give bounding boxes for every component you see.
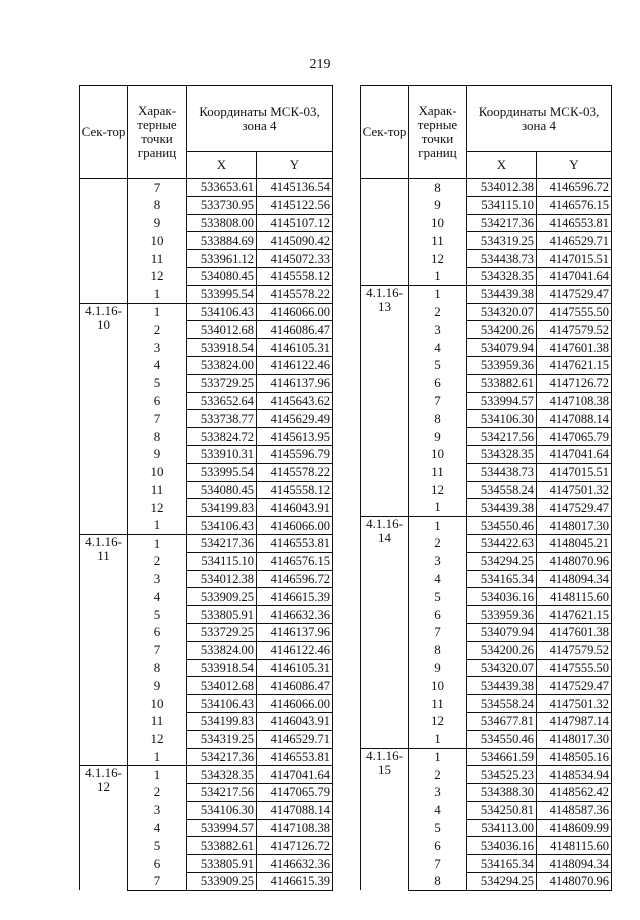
x-coordinate: 534106.43 — [187, 303, 257, 321]
y-coordinate: 4145578.22 — [257, 285, 333, 303]
x-coordinate: 533729.25 — [187, 623, 257, 641]
y-coordinate: 4145558.12 — [257, 267, 333, 285]
point-number: 7 — [128, 873, 187, 891]
point-number: 3 — [128, 339, 187, 357]
header-y: Y — [537, 152, 612, 179]
point-number: 11 — [409, 463, 467, 481]
point-number: 3 — [128, 801, 187, 819]
x-coordinate: 534438.73 — [467, 463, 537, 481]
point-number: 5 — [128, 374, 187, 392]
x-coordinate: 533961.12 — [187, 250, 257, 268]
point-number: 8 — [409, 179, 467, 197]
point-number: 12 — [409, 250, 467, 268]
header-coordinates: Координаты МСК-03, зона 4 — [467, 86, 612, 152]
y-coordinate: 4147987.14 — [537, 712, 612, 730]
x-coordinate: 534165.34 — [467, 855, 537, 873]
point-number: 6 — [128, 392, 187, 410]
y-coordinate: 4148094.34 — [537, 570, 612, 588]
y-coordinate: 4148115.60 — [537, 837, 612, 855]
point-number: 9 — [128, 445, 187, 463]
y-coordinate: 4145107.12 — [257, 214, 333, 232]
x-coordinate: 533994.57 — [467, 392, 537, 410]
x-coordinate: 533995.54 — [187, 285, 257, 303]
y-coordinate: 4147088.14 — [257, 801, 333, 819]
y-coordinate: 4148070.96 — [537, 552, 612, 570]
x-coordinate: 534558.24 — [467, 481, 537, 499]
table-row — [361, 179, 612, 197]
point-number: 2 — [128, 552, 187, 570]
point-number: 3 — [128, 570, 187, 588]
x-coordinate: 534080.45 — [187, 481, 257, 499]
y-coordinate: 4148562.42 — [537, 784, 612, 802]
point-number: 9 — [128, 214, 187, 232]
x-coordinate: 534115.10 — [467, 196, 537, 214]
y-coordinate: 4147088.14 — [537, 410, 612, 428]
point-number: 8 — [128, 428, 187, 446]
x-coordinate: 534012.68 — [187, 321, 257, 339]
point-number: 3 — [409, 321, 467, 339]
y-coordinate: 4147621.15 — [537, 606, 612, 624]
sector-cell: 4.1.16-11 — [80, 534, 128, 765]
point-number: 11 — [128, 712, 187, 730]
table-row — [80, 534, 333, 552]
x-coordinate: 533824.72 — [187, 428, 257, 446]
table-row — [361, 517, 612, 535]
y-coordinate: 4147041.64 — [257, 766, 333, 784]
y-coordinate: 4146596.72 — [257, 570, 333, 588]
y-coordinate: 4147555.50 — [537, 303, 612, 321]
point-number: 1 — [128, 748, 187, 766]
y-coordinate: 4146553.81 — [257, 748, 333, 766]
y-coordinate: 4147529.47 — [537, 499, 612, 517]
y-coordinate: 4146105.31 — [257, 339, 333, 357]
point-number: 12 — [128, 730, 187, 748]
x-coordinate: 534200.26 — [467, 321, 537, 339]
x-coordinate: 534294.25 — [467, 552, 537, 570]
point-number: 4 — [128, 588, 187, 606]
header-sector: Сек-тор — [361, 86, 409, 179]
point-number: 7 — [128, 410, 187, 428]
x-coordinate: 533959.36 — [467, 606, 537, 624]
point-number: 12 — [128, 499, 187, 517]
header-sector: Сек-тор — [80, 86, 128, 179]
x-coordinate: 534217.36 — [187, 748, 257, 766]
y-coordinate: 4145596.79 — [257, 445, 333, 463]
point-number: 11 — [128, 481, 187, 499]
y-coordinate: 4146086.47 — [257, 321, 333, 339]
x-coordinate: 534438.73 — [467, 250, 537, 268]
y-coordinate: 4145072.33 — [257, 250, 333, 268]
y-coordinate: 4146137.96 — [257, 374, 333, 392]
x-coordinate: 534199.83 — [187, 712, 257, 730]
y-coordinate: 4146043.91 — [257, 712, 333, 730]
x-coordinate: 533910.31 — [187, 445, 257, 463]
x-coordinate: 533729.25 — [187, 374, 257, 392]
y-coordinate: 4148017.30 — [537, 517, 612, 535]
x-coordinate: 534036.16 — [467, 837, 537, 855]
point-number: 8 — [128, 196, 187, 214]
point-number: 3 — [409, 784, 467, 802]
header-coordinates: Координаты МСК-03, зона 4 — [187, 86, 333, 152]
point-number: 7 — [128, 179, 187, 197]
x-coordinate: 534439.38 — [467, 499, 537, 517]
x-coordinate: 534558.24 — [467, 695, 537, 713]
table-row — [361, 748, 612, 766]
header-x: X — [467, 152, 537, 179]
x-coordinate: 533738.77 — [187, 410, 257, 428]
x-coordinate: 533909.25 — [187, 873, 257, 891]
y-coordinate: 4146553.81 — [537, 214, 612, 232]
x-coordinate: 534294.25 — [467, 873, 537, 891]
x-coordinate: 534199.83 — [187, 499, 257, 517]
header-y: Y — [257, 152, 333, 179]
table-row — [80, 303, 333, 321]
x-coordinate: 534106.43 — [187, 517, 257, 535]
x-coordinate: 534080.45 — [187, 267, 257, 285]
sector-cell: 4.1.16-10 — [80, 303, 128, 534]
x-coordinate: 534319.25 — [187, 730, 257, 748]
point-number: 12 — [128, 267, 187, 285]
point-number: 1 — [409, 267, 467, 285]
point-number: 1 — [128, 517, 187, 535]
point-number: 10 — [409, 445, 467, 463]
y-coordinate: 4147041.64 — [537, 267, 612, 285]
point-number: 4 — [409, 570, 467, 588]
point-number: 2 — [128, 784, 187, 802]
point-number: 11 — [409, 695, 467, 713]
point-number: 8 — [128, 659, 187, 677]
x-coordinate: 534550.46 — [467, 517, 537, 535]
point-number: 5 — [128, 837, 187, 855]
point-number: 2 — [409, 766, 467, 784]
point-number: 8 — [409, 873, 467, 891]
y-coordinate: 4146137.96 — [257, 623, 333, 641]
point-number: 6 — [409, 837, 467, 855]
x-coordinate: 533882.61 — [467, 374, 537, 392]
y-coordinate: 4145629.49 — [257, 410, 333, 428]
y-coordinate: 4146529.71 — [257, 730, 333, 748]
point-number: 6 — [128, 855, 187, 873]
y-coordinate: 4145090.42 — [257, 232, 333, 250]
y-coordinate: 4147529.47 — [537, 285, 612, 303]
x-coordinate: 534388.30 — [467, 784, 537, 802]
table-row — [361, 285, 612, 303]
x-coordinate: 534422.63 — [467, 534, 537, 552]
point-number: 10 — [128, 232, 187, 250]
y-coordinate: 4147621.15 — [537, 356, 612, 374]
sector-cell: 4.1.16-13 — [361, 285, 409, 516]
sector-cell: 4.1.16-12 — [80, 766, 128, 891]
point-number: 1 — [409, 517, 467, 535]
y-coordinate: 4145122.56 — [257, 196, 333, 214]
x-coordinate: 534328.35 — [467, 445, 537, 463]
sector-cell: 4.1.16-14 — [361, 517, 409, 748]
point-number: 1 — [409, 748, 467, 766]
header-points: Харак-терные точки границ — [409, 86, 467, 179]
point-number: 6 — [128, 623, 187, 641]
y-coordinate: 4147579.52 — [537, 321, 612, 339]
x-coordinate: 533995.54 — [187, 463, 257, 481]
x-coordinate: 533882.61 — [187, 837, 257, 855]
y-coordinate: 4145613.95 — [257, 428, 333, 446]
x-coordinate: 534217.56 — [467, 428, 537, 446]
y-coordinate: 4146066.00 — [257, 517, 333, 535]
x-coordinate: 534550.46 — [467, 730, 537, 748]
point-number: 5 — [128, 606, 187, 624]
point-number: 2 — [409, 303, 467, 321]
point-number: 4 — [409, 339, 467, 357]
point-number: 11 — [128, 250, 187, 268]
x-coordinate: 533918.54 — [187, 339, 257, 357]
y-coordinate: 4146043.91 — [257, 499, 333, 517]
point-number: 1 — [128, 766, 187, 784]
y-coordinate: 4145136.54 — [257, 179, 333, 197]
y-coordinate: 4146576.15 — [257, 552, 333, 570]
point-number: 10 — [409, 677, 467, 695]
y-coordinate: 4146615.39 — [257, 873, 333, 891]
y-coordinate: 4146086.47 — [257, 677, 333, 695]
point-number: 6 — [409, 606, 467, 624]
y-coordinate: 4145578.22 — [257, 463, 333, 481]
x-coordinate: 534677.81 — [467, 712, 537, 730]
y-coordinate: 4146553.81 — [257, 534, 333, 552]
x-coordinate: 534012.68 — [187, 677, 257, 695]
x-coordinate: 534439.38 — [467, 285, 537, 303]
x-coordinate: 534217.36 — [187, 534, 257, 552]
point-number: 7 — [409, 392, 467, 410]
y-coordinate: 4147529.47 — [537, 677, 612, 695]
x-coordinate: 534200.26 — [467, 641, 537, 659]
x-coordinate: 533824.00 — [187, 641, 257, 659]
point-number: 12 — [409, 481, 467, 499]
point-number: 2 — [409, 534, 467, 552]
x-coordinate: 534320.07 — [467, 303, 537, 321]
y-coordinate: 4147601.38 — [537, 623, 612, 641]
y-coordinate: 4146066.00 — [257, 303, 333, 321]
x-coordinate: 533824.00 — [187, 356, 257, 374]
point-number: 5 — [409, 356, 467, 374]
point-number: 9 — [128, 677, 187, 695]
x-coordinate: 534320.07 — [467, 659, 537, 677]
page-number: 219 — [309, 57, 331, 72]
x-coordinate: 533730.95 — [187, 196, 257, 214]
x-coordinate: 534328.35 — [467, 267, 537, 285]
y-coordinate: 4146122.46 — [257, 356, 333, 374]
y-coordinate: 4146122.46 — [257, 641, 333, 659]
point-number: 1 — [409, 285, 467, 303]
y-coordinate: 4147041.64 — [537, 445, 612, 463]
point-number: 1 — [409, 730, 467, 748]
x-coordinate: 533653.61 — [187, 179, 257, 197]
point-number: 10 — [128, 463, 187, 481]
x-coordinate: 534250.81 — [467, 801, 537, 819]
header-x: X — [187, 152, 257, 179]
x-coordinate: 534165.34 — [467, 570, 537, 588]
x-coordinate: 534217.56 — [187, 784, 257, 802]
x-coordinate: 533909.25 — [187, 588, 257, 606]
x-coordinate: 534439.38 — [467, 677, 537, 695]
y-coordinate: 4148609.99 — [537, 819, 612, 837]
header-points: Харак-терные точки границ — [128, 86, 187, 179]
y-coordinate: 4148505.16 — [537, 748, 612, 766]
y-coordinate: 4148017.30 — [537, 730, 612, 748]
y-coordinate: 4145558.12 — [257, 481, 333, 499]
y-coordinate: 4145643.62 — [257, 392, 333, 410]
y-coordinate: 4148094.34 — [537, 855, 612, 873]
y-coordinate: 4147065.79 — [257, 784, 333, 802]
point-number: 7 — [128, 641, 187, 659]
y-coordinate: 4147601.38 — [537, 339, 612, 357]
point-number: 1 — [128, 534, 187, 552]
y-coordinate: 4146576.15 — [537, 196, 612, 214]
point-number: 9 — [409, 428, 467, 446]
point-number: 11 — [409, 232, 467, 250]
y-coordinate: 4147015.51 — [537, 250, 612, 268]
point-number: 7 — [409, 623, 467, 641]
x-coordinate: 534319.25 — [467, 232, 537, 250]
x-coordinate: 533805.91 — [187, 606, 257, 624]
x-coordinate: 534113.00 — [467, 819, 537, 837]
point-number: 4 — [128, 819, 187, 837]
x-coordinate: 533959.36 — [467, 356, 537, 374]
point-number: 2 — [128, 321, 187, 339]
y-coordinate: 4147501.32 — [537, 481, 612, 499]
y-coordinate: 4147501.32 — [537, 695, 612, 713]
x-coordinate: 534328.35 — [187, 766, 257, 784]
y-coordinate: 4146615.39 — [257, 588, 333, 606]
y-coordinate: 4147579.52 — [537, 641, 612, 659]
table-row — [80, 179, 333, 197]
y-coordinate: 4147065.79 — [537, 428, 612, 446]
x-coordinate: 533884.69 — [187, 232, 257, 250]
y-coordinate: 4146105.31 — [257, 659, 333, 677]
x-coordinate: 533918.54 — [187, 659, 257, 677]
sector-cell — [80, 179, 128, 304]
y-coordinate: 4146632.36 — [257, 855, 333, 873]
y-coordinate: 4146066.00 — [257, 695, 333, 713]
point-number: 7 — [409, 855, 467, 873]
point-number: 6 — [409, 374, 467, 392]
y-coordinate: 4148587.36 — [537, 801, 612, 819]
x-coordinate: 534106.43 — [187, 695, 257, 713]
table-row — [80, 766, 333, 784]
sector-cell — [361, 179, 409, 286]
point-number: 3 — [409, 552, 467, 570]
y-coordinate: 4146596.72 — [537, 179, 612, 197]
y-coordinate: 4147126.72 — [537, 374, 612, 392]
point-number: 5 — [409, 819, 467, 837]
point-number: 1 — [128, 285, 187, 303]
point-number: 9 — [409, 196, 467, 214]
y-coordinate: 4148045.21 — [537, 534, 612, 552]
x-coordinate: 534106.30 — [187, 801, 257, 819]
point-number: 4 — [409, 801, 467, 819]
x-coordinate: 534012.38 — [467, 179, 537, 197]
point-number: 8 — [409, 641, 467, 659]
x-coordinate: 534525.23 — [467, 766, 537, 784]
x-coordinate: 534036.16 — [467, 588, 537, 606]
x-coordinate: 534217.36 — [467, 214, 537, 232]
y-coordinate: 4147108.38 — [257, 819, 333, 837]
point-number: 10 — [128, 695, 187, 713]
x-coordinate: 534661.59 — [467, 748, 537, 766]
x-coordinate: 533652.64 — [187, 392, 257, 410]
y-coordinate: 4146632.36 — [257, 606, 333, 624]
sector-cell: 4.1.16-15 — [361, 748, 409, 890]
coordinates-table-left — [79, 85, 333, 891]
x-coordinate: 534012.38 — [187, 570, 257, 588]
x-coordinate: 534079.94 — [467, 623, 537, 641]
y-coordinate: 4148115.60 — [537, 588, 612, 606]
point-number: 4 — [128, 356, 187, 374]
y-coordinate: 4147015.51 — [537, 463, 612, 481]
point-number: 9 — [409, 659, 467, 677]
y-coordinate: 4147555.50 — [537, 659, 612, 677]
point-number: 1 — [409, 499, 467, 517]
y-coordinate: 4147126.72 — [257, 837, 333, 855]
point-number: 10 — [409, 214, 467, 232]
y-coordinate: 4147108.38 — [537, 392, 612, 410]
point-number: 8 — [409, 410, 467, 428]
y-coordinate: 4148070.96 — [537, 873, 612, 891]
point-number: 1 — [128, 303, 187, 321]
x-coordinate: 533994.57 — [187, 819, 257, 837]
y-coordinate: 4148534.94 — [537, 766, 612, 784]
point-number: 5 — [409, 588, 467, 606]
x-coordinate: 534079.94 — [467, 339, 537, 357]
point-number: 12 — [409, 712, 467, 730]
x-coordinate: 533805.91 — [187, 855, 257, 873]
x-coordinate: 534106.30 — [467, 410, 537, 428]
y-coordinate: 4146529.71 — [537, 232, 612, 250]
x-coordinate: 533808.00 — [187, 214, 257, 232]
coordinates-table-right — [360, 85, 612, 891]
x-coordinate: 534115.10 — [187, 552, 257, 570]
